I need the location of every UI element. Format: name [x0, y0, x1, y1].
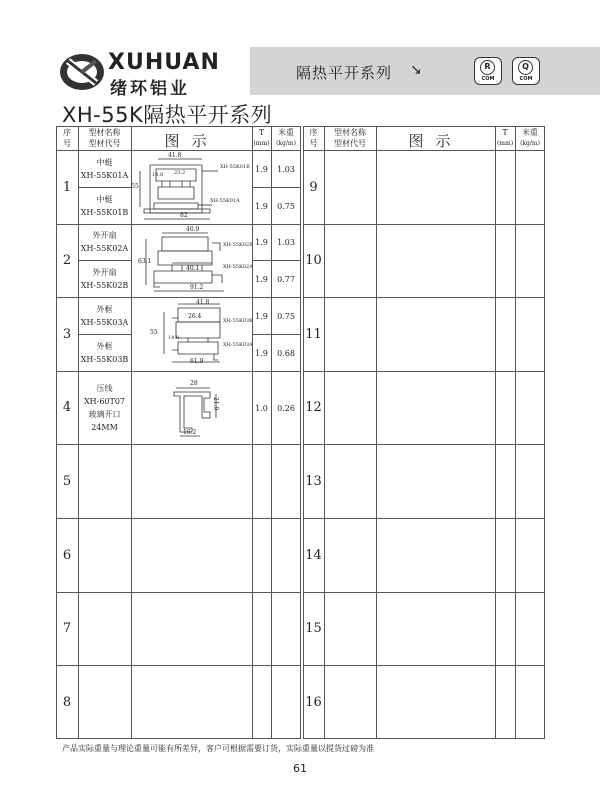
code-label: XH-55K01A [210, 198, 240, 204]
col-weight-header-1: 米重 [278, 128, 294, 137]
col-name-header-2: 型材代号 [88, 139, 121, 148]
cert-q-letter: Q [518, 60, 533, 75]
row-seq: 8 [62, 695, 72, 710]
series-label: 隔热平开系列 [296, 64, 393, 82]
row-seq: 5 [62, 474, 72, 489]
row-seq-right: 16 [305, 695, 322, 710]
col-weight-header-right-2: (kg/m) [520, 140, 540, 147]
row-seq: 7 [62, 621, 72, 636]
row-seq: 1 [62, 180, 72, 195]
profile-name: 压线 [96, 384, 113, 393]
col-seq-header-right-1: 序 [309, 128, 318, 137]
dim-label: 61.9 [190, 358, 204, 365]
weight-value: 0.26 [277, 404, 295, 413]
weight-value: 0.75 [277, 202, 295, 211]
dim-label: 40.1 [186, 265, 200, 272]
cert-q-com: COM [519, 76, 533, 82]
cert-r-com: COM [481, 76, 495, 82]
code-label: XH-55K02A [223, 264, 253, 270]
profile-note: 玻璃开口 [88, 410, 121, 419]
row-seq-right: 12 [305, 400, 322, 415]
col-t-header-right-1: T [502, 128, 508, 137]
profile-name: 中梃 [96, 158, 113, 167]
dim-label: 91.2 [190, 284, 204, 291]
profile-name: 中梃 [96, 195, 113, 204]
cert-r-letter: R [480, 60, 495, 75]
profile-code: XH-55K03B [80, 355, 129, 364]
col-name-header-right-2: 型材代号 [334, 139, 366, 148]
dim-label: 28 [190, 380, 198, 387]
thickness-value: 1.0 [255, 404, 268, 413]
profile-drawing-xh55k01 [132, 151, 252, 224]
profile-name: 外开扇 [92, 231, 117, 240]
col-figure-header-right: 图示 [408, 132, 463, 150]
dim-label: 26.4 [188, 313, 202, 320]
page-heading: XH-55K隔热平开系列 [62, 103, 273, 127]
arrow-icon: ↘ [410, 62, 422, 78]
dim-label: 55 [131, 183, 139, 190]
row-seq-right: 13 [305, 474, 322, 489]
col-t-header-1: T [258, 128, 265, 137]
row-seq: 2 [62, 253, 72, 268]
dim-label: 63.1 [138, 258, 152, 265]
profile-code: XH-55K03A [80, 318, 129, 327]
profile-code: XH-55K02B [80, 281, 129, 290]
profile-note: 24MM [91, 423, 118, 432]
weight-value: 0.75 [277, 312, 295, 321]
col-name-header-right-1: 型材名称 [334, 128, 366, 137]
dim-label: 16.2 [183, 429, 197, 436]
row-seq-right: 10 [305, 253, 322, 268]
code-label: XH-55K03A [223, 342, 253, 348]
thickness-value: 1.9 [255, 275, 268, 284]
thickness-value: 1.9 [255, 312, 268, 321]
profile-name: 外框 [96, 305, 113, 314]
dim-label: 82 [180, 212, 188, 219]
dim-label: 41.8 [168, 152, 182, 159]
col-figure-header: 图示 [164, 132, 219, 150]
weight-value: 0.77 [277, 275, 295, 284]
row-seq: 6 [62, 548, 72, 563]
profile-code: XH-55K01B [80, 208, 129, 217]
dim-label: 55 [150, 329, 158, 336]
col-seq-header-2: 号 [63, 139, 71, 148]
col-name-header-1: 型材名称 [88, 128, 121, 137]
page-number: 61 [293, 762, 307, 775]
row-seq-right: 14 [305, 548, 322, 563]
row-seq-right: 11 [305, 327, 322, 342]
col-t-header-2: (mm) [253, 140, 270, 147]
code-label: XH-55K01B [220, 164, 250, 170]
weight-value: 1.03 [277, 238, 295, 247]
col-seq-header-1: 序 [63, 128, 71, 137]
brand-name-en: XUHUAN [108, 50, 220, 75]
weight-value: 0.68 [277, 349, 295, 358]
footer-note: 产品实际重量与理论重量可能有所差异，客户可根据需要订货，实际重量以提货过磅为准 [62, 744, 374, 753]
col-t-header-right-2: (mm) [496, 140, 514, 147]
col-weight-header-right-1: 米重 [522, 128, 538, 137]
profile-name: 外开扇 [92, 268, 117, 277]
dim-label: 21.9 [212, 396, 220, 411]
dim-label: 41.8 [196, 299, 210, 306]
col-weight-header-2: (kg/m) [276, 140, 296, 147]
thickness-value: 1.9 [255, 165, 268, 174]
profile-code: XH-55K02A [80, 244, 129, 253]
row-seq-right: 15 [305, 621, 322, 636]
weight-value: 1.03 [277, 165, 295, 174]
row-seq: 4 [62, 400, 72, 415]
col-seq-header-right-2: 号 [309, 139, 318, 148]
row-seq-right: 9 [309, 180, 318, 195]
thickness-value: 1.9 [255, 202, 268, 211]
row-seq: 3 [62, 327, 72, 342]
dim-label: 23.2 [174, 170, 186, 176]
brand-name-cn: 绪环铝业 [110, 79, 190, 99]
thickness-value: 1.9 [255, 238, 268, 247]
profile-name: 外框 [96, 342, 113, 351]
profile-code: XH-55K01A [80, 171, 129, 180]
dim-label: 14.8 [152, 172, 164, 178]
code-label: XH-55K02B [223, 242, 253, 248]
dim-label: 14.8 [168, 335, 180, 341]
profile-code: XH-60T07 [83, 397, 126, 406]
dim-label: 40.9 [186, 226, 200, 233]
code-label: XH-55K03B [223, 318, 253, 324]
thickness-value: 1.9 [255, 349, 268, 358]
